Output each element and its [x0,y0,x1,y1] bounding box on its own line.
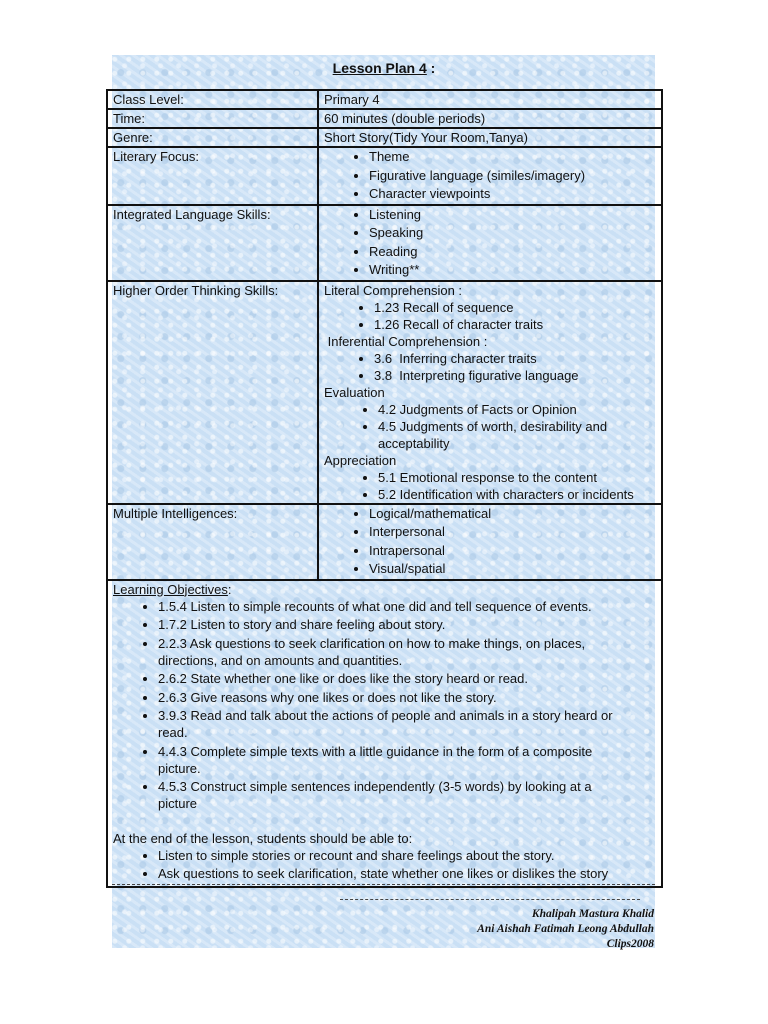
list-item: • Speaking [369,224,656,243]
appreciation-heading: Appreciation [324,452,397,468]
lesson-plan-table [106,89,663,888]
integrated-skills-list [324,206,656,280]
list-item: • 1.7.2 Listen to story and share feeling about story. [158,616,656,633]
list-item: • 5.2 Identification with characters or incidents [378,486,656,503]
end-list [113,847,656,883]
genre-value: Short Story(Tidy Your Room,Tanya) [318,128,662,147]
spacer [113,814,656,830]
table-row [107,580,662,887]
literal-heading: Literal Comprehension : [324,282,463,298]
class-level-label: Class Level: [107,90,318,109]
intelligences-list [324,505,656,579]
intelligences-cell [318,504,662,580]
divider-dashed-short [340,899,640,900]
list-item: • 2.2.3 Ask questions to seek clarification on how to make things, on places, directions, and on amounts and quantities. [158,635,656,669]
list-item: • 1.26 Recall of character traits [374,316,656,333]
list-item: • Listening [369,206,656,225]
author-two: Ani Aishah Fatimah Leong Abdullah [477,923,654,935]
table-row [107,109,662,128]
list-item: • Interpersonal [369,523,656,542]
objectives-heading [113,581,656,598]
page-title [0,60,768,76]
time-label: Time: [107,109,318,128]
list-item: • Listen to simple stories or recount and share feelings about the story. [158,847,656,864]
list-item: • Writing** [369,261,656,280]
time-value: 60 minutes (double periods) [318,109,662,128]
literary-focus-list [324,148,656,204]
table-row [107,90,662,109]
table-row [107,281,662,504]
table-row [107,147,662,205]
list-item: • Ask questions to seek clarification, state whether one likes or dislikes the story [158,865,656,882]
list-item: • Theme [369,148,656,167]
list-item: • Figurative language (similes/imagery) [369,167,656,186]
literal-list [324,299,656,333]
table-row [107,504,662,580]
appreciation-list [324,469,656,503]
literary-focus-cell [318,147,662,205]
objectives-cell [107,580,662,887]
objectives-heading-text: Learning Objectives [113,581,228,597]
list-item: • 5.1 Emotional response to the content [378,469,656,486]
class-level-value: Primary 4 [318,90,662,109]
list-item: • 2.6.3 Give reasons why one likes or does not like the story. [158,689,656,706]
objectives-list [113,598,656,813]
divider-dashed [112,884,655,885]
objectives-heading-colon: : [227,581,232,597]
hots-cell [318,281,662,504]
signature-block [477,907,654,952]
author-one: Khalipah Mastura Khalid [531,908,654,920]
list-item: • 3.6 Inferring character traits [374,350,656,367]
table-row [107,205,662,281]
list-item: • 4.2 Judgments of Facts or Opinion [378,401,656,418]
list-item: • Character viewpoints [369,185,656,204]
evaluation-heading: Evaluation [324,384,385,400]
list-item: • Reading [369,243,656,262]
table-row [107,128,662,147]
inferential-heading: Inferential Comprehension : [324,333,488,349]
list-item: • 2.6.2 State whether one like or does like the story heard or read. [158,670,656,687]
list-item: • Logical/mathematical [369,505,656,524]
list-item: • 3.9.3 Read and talk about the actions of people and animals in a story heard or read. [158,707,656,741]
list-item: • 3.8 Interpreting figurative language [374,367,656,384]
credit: Clips2008 [606,938,654,950]
evaluation-list [324,401,656,452]
title-colon: : [426,60,436,76]
intelligences-label: Multiple Intelligences: [107,504,318,580]
title-text: Lesson Plan 4 [332,60,427,76]
hots-label: Higher Order Thinking Skills: [107,281,318,504]
end-intro: At the end of the lesson, students should be able to: [113,830,413,846]
inferential-list [324,350,656,384]
list-item: • 4.5 Judgments of worth, desirability and acceptability [378,418,656,452]
list-item: • 4.4.3 Complete simple texts with a little guidance in the form of a composite picture. [158,743,656,777]
integrated-skills-cell [318,205,662,281]
genre-label: Genre: [107,128,318,147]
list-item: • Visual/spatial [369,560,656,579]
integrated-skills-label: Integrated Language Skills: [107,205,318,281]
list-item: • 4.5.3 Construct simple sentences independently (3-5 words) by looking at a picture [158,778,656,812]
list-item: • 1.23 Recall of sequence [374,299,656,316]
literary-focus-label: Literary Focus: [107,147,318,205]
list-item: • 1.5.4 Listen to simple recounts of what one did and tell sequence of events. [158,598,656,615]
list-item: • Intrapersonal [369,542,656,561]
